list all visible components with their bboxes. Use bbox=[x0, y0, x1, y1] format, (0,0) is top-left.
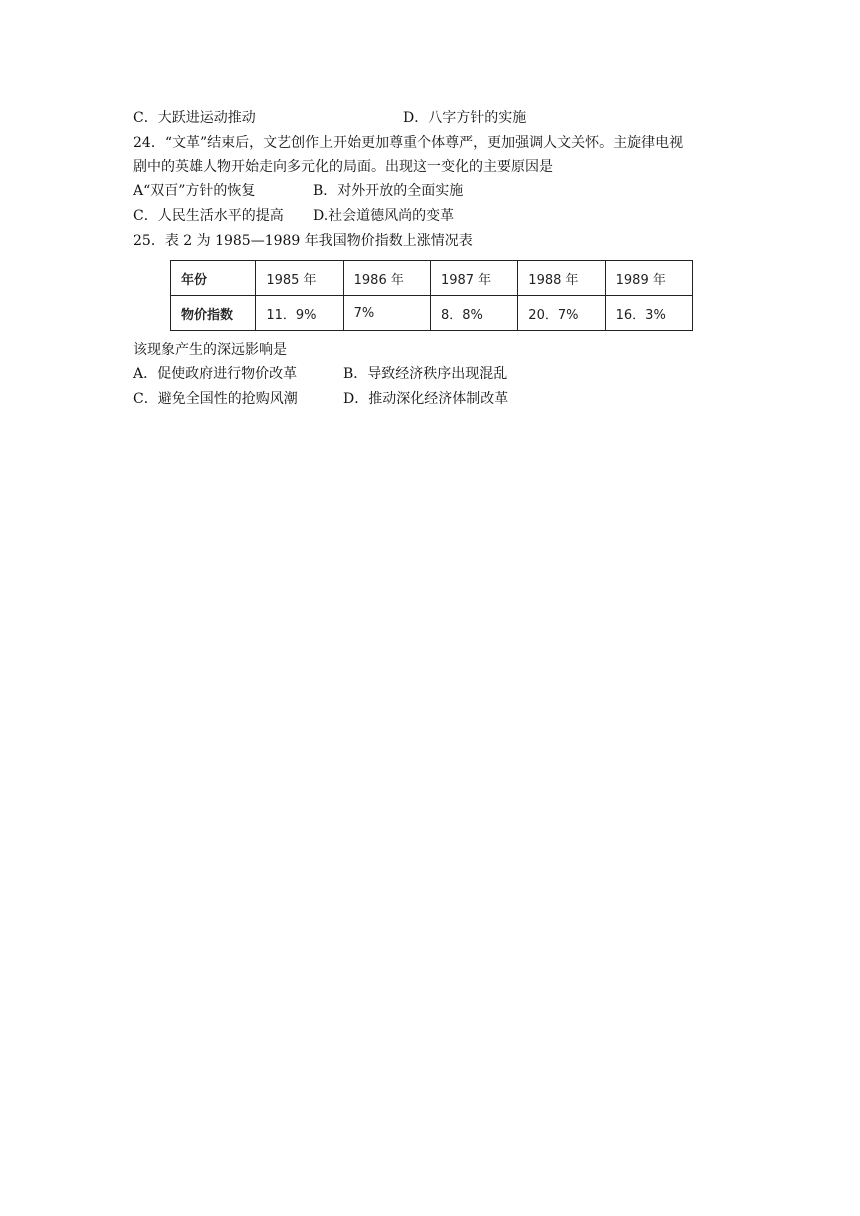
price-index-cell: 11．9% bbox=[256, 296, 343, 331]
q25-option-d: D．推动深化经济体制改革 bbox=[343, 391, 509, 407]
q24-option-d: D.社会道德风尚的变革 bbox=[313, 208, 455, 224]
q24-stem-line1: 24．“文革”结束后，文艺创作上开始更加尊重个体尊严，更加强调人文关怀。主旋律电视 bbox=[133, 135, 684, 151]
year-cell: 1985 年 bbox=[256, 261, 343, 296]
q25-stem: 25．表 2 为 1985—1989 年我国物价指数上涨情况表 bbox=[133, 233, 473, 249]
q25-option-b: B．导致经济秩序出现混乱 bbox=[343, 366, 508, 382]
q25-question: 该现象产生的深远影响是 bbox=[133, 342, 287, 358]
q24-option-c: C．人民生活水平的提高 bbox=[133, 208, 284, 224]
year-cell: 1988 年 bbox=[518, 261, 605, 296]
q24-stem-line2: 剧中的英雄人物开始走向多元化的局面。出现这一变化的主要原因是 bbox=[133, 159, 553, 175]
table-row bbox=[171, 261, 693, 296]
year-cell: 1989 年 bbox=[605, 261, 692, 296]
q24-option-a: A“双百”方针的恢复 bbox=[133, 183, 256, 199]
year-cell: 1987 年 bbox=[430, 261, 517, 296]
price-index-cell: 20．7% bbox=[518, 296, 605, 331]
price-index-cell: 7% bbox=[343, 296, 430, 331]
price-index-table bbox=[170, 260, 693, 331]
q25-option-c: C．避免全国性的抢购风潮 bbox=[133, 391, 298, 407]
table-row bbox=[171, 296, 693, 331]
price-index-cell: 16．3% bbox=[605, 296, 692, 331]
q23-option-d: D．八字方针的实施 bbox=[403, 110, 527, 126]
q23-option-c: C．大跃进运动推动 bbox=[133, 110, 256, 126]
q24-option-b: B．对外开放的全面实施 bbox=[313, 183, 464, 199]
q25-option-a: A．促使政府进行物价改革 bbox=[133, 366, 298, 382]
year-cell: 1986 年 bbox=[343, 261, 430, 296]
price-index-header-cell: 物价指数 bbox=[171, 296, 256, 331]
price-index-cell: 8．8% bbox=[430, 296, 517, 331]
year-header-cell: 年份 bbox=[171, 261, 256, 296]
